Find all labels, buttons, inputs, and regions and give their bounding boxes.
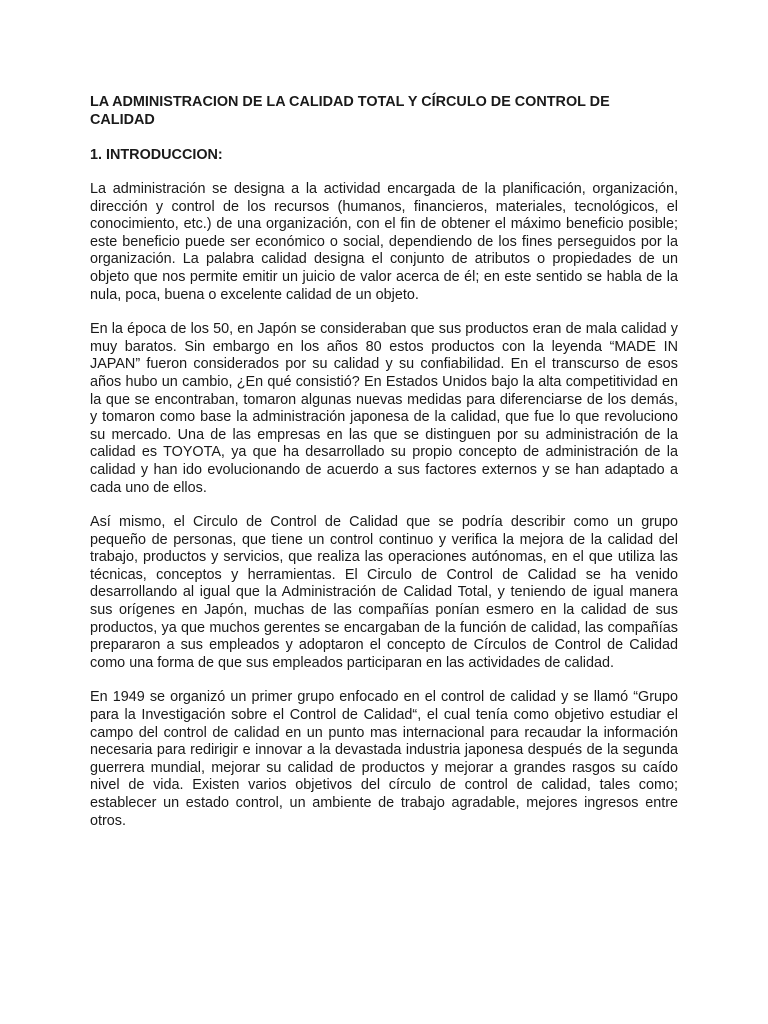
section-heading-introduccion: 1. INTRODUCCION: — [90, 147, 223, 163]
paragraph-japon-50: En la época de los 50, en Japón se consideraban que sus productos eran de mala calidad y muy baratos. Sin embargo en los años 80 estos productos con la leyenda “MADE IN JAPAN” fueron considerados por su calidad y su confiabilidad. En el transcurso de esos años hubo un cambio, ¿En qué consistió? En Estados Unidos bajo la alta competitividad en la que se encontraban, tomaron algunas nuevas medidas para diferenciarse de los demás, y tomaron como base la administración japonesa de la calidad, que fue lo que revoluciono su mercado. Una de las empresas en las que se distinguen por su administración de la calidad es TOYOTA, ya que ha desarrollado su propio concepto de administración de la calidad y han ido evolucionando de acuerdo a sus factores externos y se han adaptado a cada uno de ellos. — [90, 321, 678, 496]
document-body — [90, 93, 678, 830]
paragraph-circulo-control: Así mismo, el Circulo de Control de Calidad que se podría describir como un grupo pequeño de personas, que tiene un control continuo y verifica la mejora de la calidad del trabajo, productos y servicios, que realiza las operaciones autónomas, en el que utiliza las técnicas, conceptos y herramientas. El Circulo de Control de Calidad se ha venido desarrollando al igual que la Administración de Calidad Total, y teniendo de igual manera sus orígenes en Japón, muchas de las compañías ponían esmero en la calidad de sus productos, ya que muchos gerentes se encargaban de la función de calidad, las compañías prepararon a sus empleados y adoptaron el concepto de Círculos de Control de Calidad como una forma de que sus empleados participaran en las actividades de calidad. — [90, 514, 678, 671]
paragraph-administracion: La administración se designa a la actividad encargada de la planificación, organización, dirección y control de los recursos (humanos, financieros, materiales, tecnológicos, el conocimiento, etc.) de una organización, con el fin de obtener el máximo beneficio posible; este beneficio puede ser económico o social, dependiendo de los fines perseguidos por la organización. La palabra calidad designa el conjunto de atributos o propiedades de un objeto que nos permite emitir un juicio de valor acerca de él; en este sentido se habla de la nula, poca, buena o excelente calidad de un objeto. — [90, 181, 678, 303]
document-title: LA ADMINISTRACION DE LA CALIDAD TOTAL Y CÍRCULO DE CONTROL DE CALIDAD — [90, 94, 610, 128]
paragraph-1949: En 1949 se organizó un primer grupo enfocado en el control de calidad y se llamó “Grupo para la Investigación sobre el Control de Calidad“, el cual tenía como objetivo estudiar el campo del control de calidad en un punto mas internacional para recaudar la información necesaria para redirigir e innovar a la devastada industria japonesa después de la segunda guerrera mundial, mejorar su calidad de productos y mejorar a grandes rasgos su caído nivel de vida. Existen varios objetivos del círculo de control de calidad, tales como; establecer un estado control, un ambiente de trabajo agradable, mejores ingresos entre otros. — [90, 689, 678, 829]
